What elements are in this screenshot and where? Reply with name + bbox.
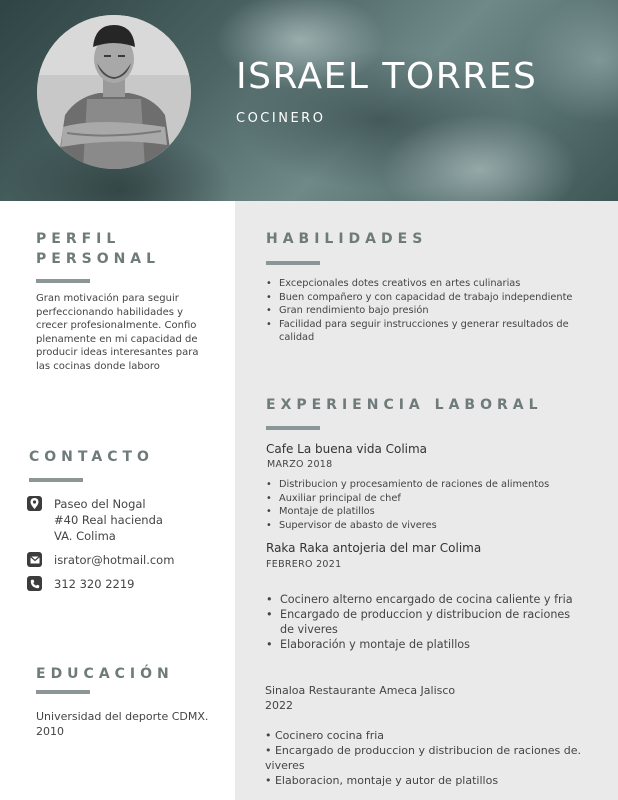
header-banner [0,0,618,201]
list-item: • Distribucion y procesamiento de raciones de alimentos [266,478,596,492]
list-item: • Elaboracion, montaje y autor de platillos [265,774,499,787]
contacto-title: CONTACTO [29,449,154,465]
job-company: Sinaloa Restaurante Ameca Jalisco [265,684,456,697]
contact-address [27,496,163,544]
list-item: • Encargado de produccion y distribucion de raciones de viveres [266,607,586,637]
perfil-text [36,292,226,374]
chef-portrait-image [37,15,191,169]
job-duties-list [266,592,586,652]
list-item: • Cocinero cocina fria [265,729,385,742]
address-text [54,496,163,544]
habilidades-divider [266,261,320,265]
educacion-title: EDUCACIÓN [36,666,174,682]
job-duties-list [265,728,595,788]
candidate-role: COCINERO [236,111,326,126]
address-line: #40 Real hacienda [54,513,163,527]
educacion-line: Universidad del deporte CDMX. [36,710,209,723]
list-item: • Buen compañero y con capacidad de trabajo independiente [266,291,596,305]
job-date: 2022 [265,699,293,712]
list-item: • Cocinero alterno encargado de cocina caliente y fria [266,592,586,607]
perfil-text-line: plenamente en mi capacidad de [36,333,198,345]
job-date: MARZO 2018 [267,459,333,470]
phone-text: 312 320 2219 [54,577,135,591]
profile-photo [37,15,191,169]
perfil-text-line: las cocinas donde laboro [36,360,160,372]
perfil-text-line: Gran motivación para seguir [36,293,179,304]
job-duties-list [266,478,596,532]
perfil-text-line: crecer profesionalmente. Confio [36,320,197,332]
list-item: • Gran rendimiento bajo presión [266,304,596,318]
list-item: • Excepcionales dotes creativos en artes culinarias [266,277,596,291]
mail-icon [27,552,42,567]
contact-email [27,552,174,568]
list-item: • Encargado de produccion y distribucion de raciones de. viveres [265,744,581,772]
educacion-line: 2010 [36,725,64,738]
list-item: • Facilidad para seguir instrucciones y generar resultados de calidad [266,318,596,345]
educacion-divider [36,690,90,694]
educacion-text [36,709,226,739]
perfil-text-line: producir ideas interesantes para [36,347,199,359]
job-date: FEBRERO 2021 [266,559,342,570]
perfil-divider [36,279,90,283]
habilidades-title: HABILIDADES [266,231,428,247]
location-pin-icon [27,496,42,511]
address-line: VA. Colima [54,529,116,543]
email-link[interactable]: isrator@hotmail.com [54,553,175,567]
perfil-title-line2: PERSONAL [36,251,161,267]
address-line: Paseo del Nogal [54,497,146,511]
job-company: Raka Raka antojeria del mar Colima [266,541,482,555]
habilidades-list [266,277,596,345]
experiencia-title: EXPERIENCIA LABORAL [266,397,543,413]
phone-icon [27,576,42,591]
perfil-text-line: perfeccionando habilidades y [36,306,184,318]
contact-phone [27,576,134,592]
list-item: • Montaje de platillos [266,505,596,519]
list-item: • Supervisor de abasto de viveres [266,519,596,533]
list-item: • Auxiliar principal de chef [266,492,596,506]
job-company: Cafe La buena vida Colima [266,442,428,456]
perfil-title-line1: PERFIL [36,231,121,247]
experiencia-divider [266,426,320,430]
contacto-divider [29,478,83,482]
list-item: • Elaboración y montaje de platillos [266,637,586,652]
candidate-name: ISRAEL TORRES [236,56,538,97]
